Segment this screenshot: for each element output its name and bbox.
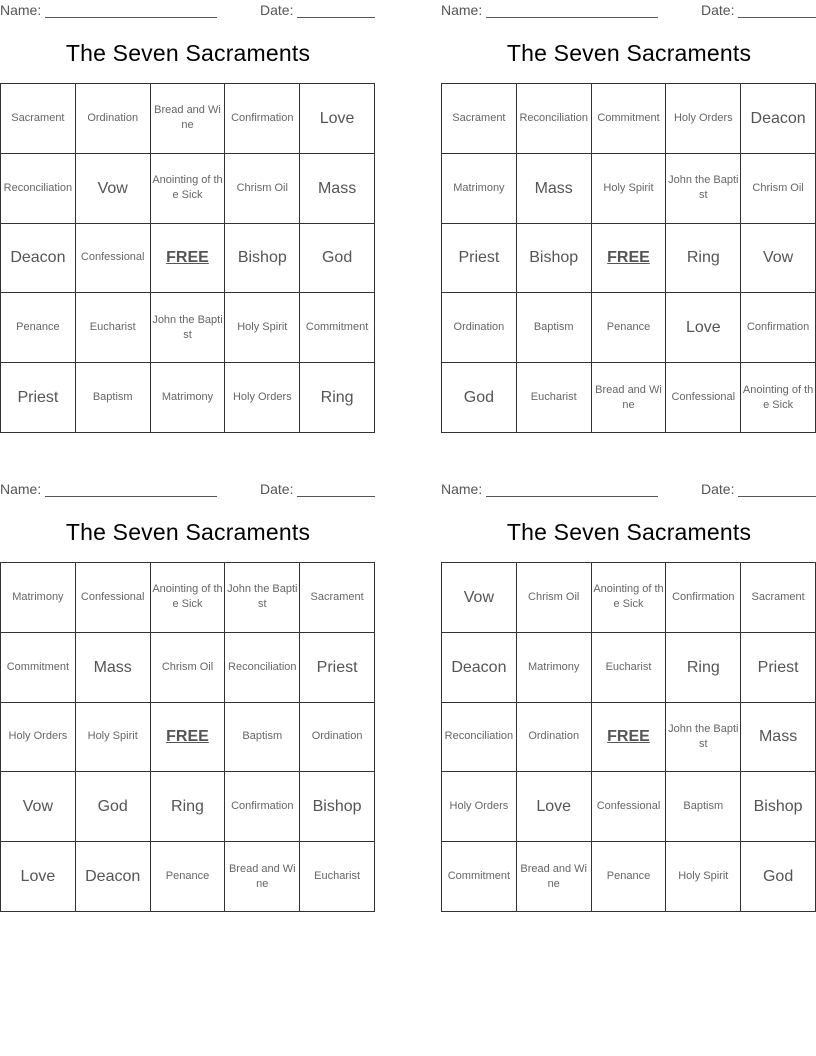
bingo-cell: Eucharist (300, 842, 375, 912)
bingo-cell: Commitment (442, 842, 517, 912)
date-field-line (297, 496, 375, 497)
bingo-cell: Anointing of the Sick (151, 154, 226, 224)
bingo-cell: Reconciliation (517, 84, 592, 154)
bingo-cell: Baptism (517, 293, 592, 363)
bingo-cell: Matrimony (151, 363, 226, 433)
bingo-cell: Priest (442, 224, 517, 294)
bingo-cell: Bread and Wine (225, 842, 300, 912)
bingo-card (441, 479, 816, 911)
bingo-cell: Vow (442, 563, 517, 633)
bingo-cell: Confirmation (225, 84, 300, 154)
bingo-cell: Chrism Oil (517, 563, 592, 633)
bingo-cell: Deacon (442, 633, 517, 703)
bingo-cell: God (741, 842, 816, 912)
name-date-row (441, 481, 816, 499)
bingo-cell: Deacon (76, 842, 151, 912)
card-title: The Seven Sacraments (506, 519, 752, 545)
name-field-line (45, 17, 217, 18)
free-space-cell: FREE (151, 703, 226, 773)
bingo-cell: Penance (151, 842, 226, 912)
bingo-cell: Penance (592, 842, 667, 912)
bingo-cell: Bishop (225, 224, 300, 294)
bingo-cell: Confirmation (741, 293, 816, 363)
bingo-cell: Holy Orders (442, 772, 517, 842)
bingo-cell: Vow (1, 772, 76, 842)
bingo-cell: Ordination (517, 703, 592, 773)
bingo-cell: John the Baptist (151, 293, 226, 363)
bingo-cell: Priest (300, 633, 375, 703)
bingo-cell: Holy Orders (225, 363, 300, 433)
bingo-cell: Matrimony (517, 633, 592, 703)
bingo-cell: Commitment (300, 293, 375, 363)
bingo-cell: Confessional (592, 772, 667, 842)
bingo-cell: Confirmation (666, 563, 741, 633)
bingo-cell: Sacrament (741, 563, 816, 633)
date-label: Date: (260, 2, 294, 18)
bingo-cell: Vow (741, 224, 816, 294)
bingo-cell: Ring (666, 224, 741, 294)
date-field-line (738, 17, 816, 18)
card-title: The Seven Sacraments (65, 40, 311, 66)
bingo-cell: Holy Spirit (225, 293, 300, 363)
bingo-cell: Penance (592, 293, 667, 363)
bingo-cell: Anointing of the Sick (592, 563, 667, 633)
bingo-card (0, 0, 376, 432)
bingo-cell: Anointing of the Sick (151, 563, 226, 633)
bingo-cell: Reconciliation (442, 703, 517, 773)
bingo-cell: God (300, 224, 375, 294)
bingo-cell: Eucharist (517, 363, 592, 433)
bingo-cell: Chrism Oil (741, 154, 816, 224)
bingo-grid (441, 83, 816, 433)
bingo-cell: Chrism Oil (151, 633, 226, 703)
bingo-cell: Bread and Wine (592, 363, 667, 433)
bingo-cell: Ring (151, 772, 226, 842)
bingo-cell: Priest (1, 363, 76, 433)
bingo-cell: Bread and Wine (517, 842, 592, 912)
name-field-line (486, 496, 658, 497)
bingo-cell: Holy Orders (1, 703, 76, 773)
date-label: Date: (701, 481, 735, 497)
bingo-cell: Mass (517, 154, 592, 224)
date-label: Date: (701, 2, 735, 18)
date-field-line (297, 17, 375, 18)
name-date-row (0, 481, 376, 499)
bingo-cell: John the Baptist (666, 703, 741, 773)
bingo-cell: Sacrament (442, 84, 517, 154)
bingo-grid (441, 562, 816, 912)
bingo-cell: Bishop (517, 224, 592, 294)
free-space-cell: FREE (592, 703, 667, 773)
name-field-line (45, 496, 217, 497)
bingo-cell: Sacrament (1, 84, 76, 154)
bingo-cell: God (76, 772, 151, 842)
bingo-cell: Baptism (666, 772, 741, 842)
bingo-cell: Eucharist (592, 633, 667, 703)
name-date-row (0, 2, 376, 20)
card-title: The Seven Sacraments (506, 40, 752, 66)
bingo-grid (0, 83, 375, 433)
name-label: Name: (441, 481, 483, 497)
bingo-cell: Vow (76, 154, 151, 224)
bingo-cell: Commitment (1, 633, 76, 703)
bingo-cell: Mass (300, 154, 375, 224)
bingo-cell: Ring (300, 363, 375, 433)
bingo-cell: Ordination (442, 293, 517, 363)
date-label: Date: (260, 481, 294, 497)
bingo-cell: Sacrament (300, 563, 375, 633)
bingo-cell: Priest (741, 633, 816, 703)
free-space-cell: FREE (151, 224, 226, 294)
bingo-cell: Reconciliation (225, 633, 300, 703)
name-label: Name: (0, 2, 42, 18)
bingo-cell: Bishop (741, 772, 816, 842)
bingo-grid (0, 562, 375, 912)
bingo-cell: Confessional (76, 224, 151, 294)
bingo-cell: Chrism Oil (225, 154, 300, 224)
bingo-cell: Matrimony (442, 154, 517, 224)
bingo-cell: Love (1, 842, 76, 912)
bingo-cell: Mass (741, 703, 816, 773)
bingo-cell: Bread and Wine (151, 84, 226, 154)
bingo-cell: Holy Spirit (592, 154, 667, 224)
bingo-card (441, 0, 816, 432)
bingo-cell: Love (300, 84, 375, 154)
bingo-cell: John the Baptist (225, 563, 300, 633)
bingo-cell: Ordination (76, 84, 151, 154)
bingo-cell: Eucharist (76, 293, 151, 363)
bingo-cell: Ring (666, 633, 741, 703)
bingo-cell: Holy Spirit (76, 703, 151, 773)
bingo-cell: Deacon (1, 224, 76, 294)
bingo-cell: Penance (1, 293, 76, 363)
bingo-cell: Holy Spirit (666, 842, 741, 912)
name-label: Name: (0, 481, 42, 497)
free-space-cell: FREE (592, 224, 667, 294)
bingo-cell: Commitment (592, 84, 667, 154)
name-label: Name: (441, 2, 483, 18)
bingo-cell: Love (517, 772, 592, 842)
bingo-card (0, 479, 376, 911)
bingo-cell: Anointing of the Sick (741, 363, 816, 433)
bingo-cell: Deacon (741, 84, 816, 154)
date-field-line (738, 496, 816, 497)
card-title: The Seven Sacraments (65, 519, 311, 545)
bingo-cell: Bishop (300, 772, 375, 842)
name-field-line (486, 17, 658, 18)
bingo-cell: Matrimony (1, 563, 76, 633)
bingo-cell: Reconciliation (1, 154, 76, 224)
bingo-cell: Baptism (76, 363, 151, 433)
bingo-cell: Love (666, 293, 741, 363)
bingo-cell: Baptism (225, 703, 300, 773)
bingo-cell: John the Baptist (666, 154, 741, 224)
bingo-cell: Holy Orders (666, 84, 741, 154)
bingo-cell: Mass (76, 633, 151, 703)
bingo-cell: Confessional (666, 363, 741, 433)
bingo-cell: Ordination (300, 703, 375, 773)
name-date-row (441, 2, 816, 20)
bingo-cell: Confirmation (225, 772, 300, 842)
bingo-cell: God (442, 363, 517, 433)
bingo-cell: Confessional (76, 563, 151, 633)
